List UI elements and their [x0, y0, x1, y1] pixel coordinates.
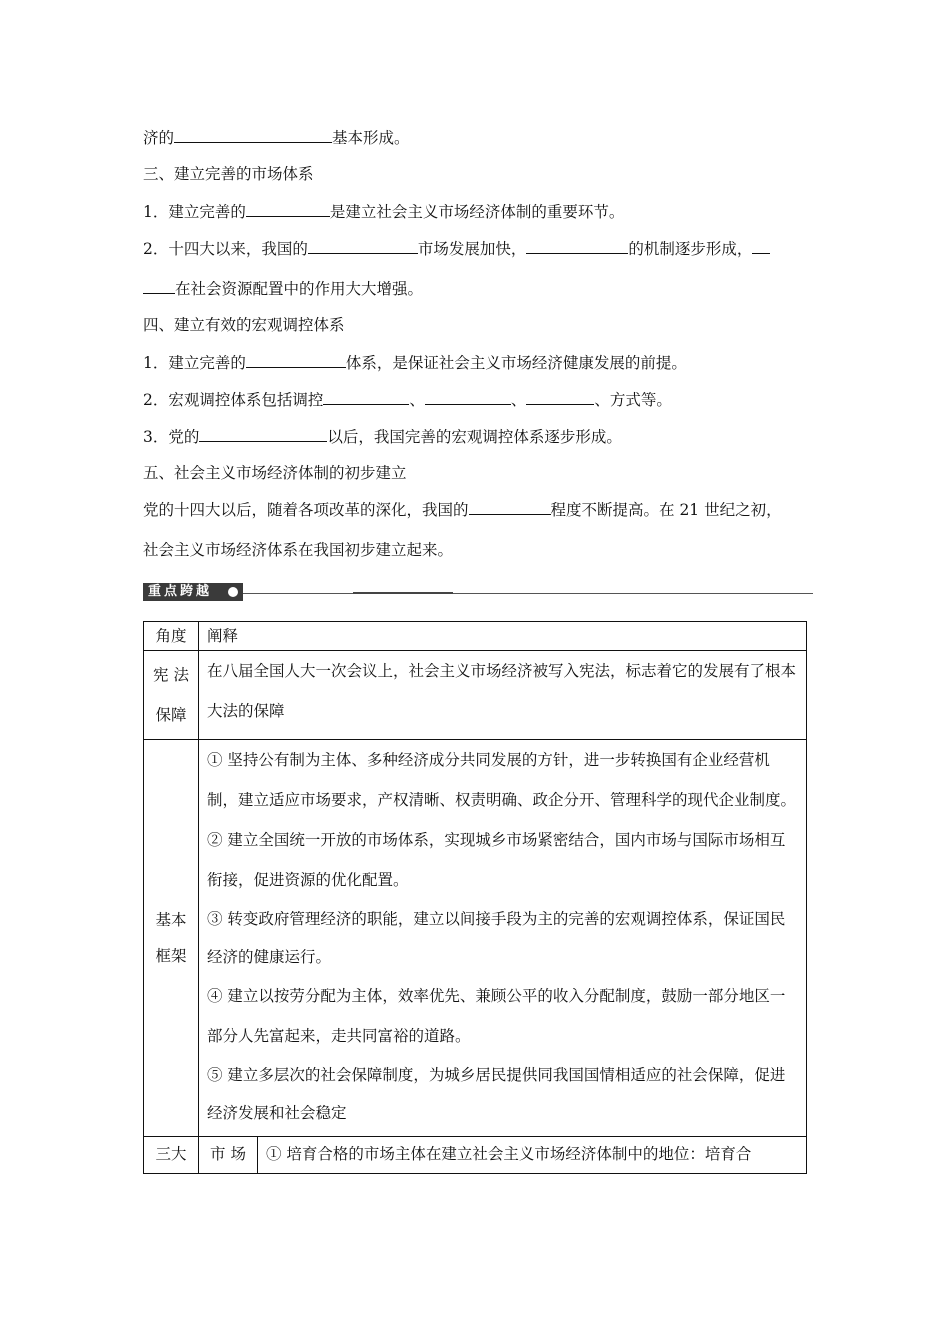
row-value: 在八届全国人大一次会议上，社会主义市场经济被写入宪法，标志着它的发展有了根本大法的保障: [199, 651, 807, 740]
summary-table: [143, 621, 807, 1174]
heading-4: 四、建立有效的宏观调控体系: [143, 316, 345, 334]
fill-blank[interactable]: [469, 499, 551, 515]
divider-accent: [353, 592, 453, 594]
text: 2．十四大以来，我国的: [143, 240, 308, 258]
text: 1．建立完善的: [143, 203, 246, 221]
list-item: ⑤ 建立多层次的社会保障制度，为城乡居民提供同我国国情相适应的社会保障，促进经济发展和社会稳定: [207, 1066, 786, 1122]
text: 党的十四大以后，随着各项改革的深化，我国的: [143, 501, 469, 519]
line-5-2: 社会主义市场经济体系在我国初步建立起来。: [143, 541, 454, 559]
row-key-line: 基本: [155, 911, 187, 929]
text: 济的: [143, 129, 175, 147]
table-header-row: [144, 622, 807, 651]
row-key-line: 保障: [155, 706, 187, 724]
table-row: [144, 651, 807, 740]
text: 、: [510, 391, 527, 409]
line-3-2: [143, 238, 770, 259]
text: 1．建立完善的: [143, 354, 246, 372]
heading-3: 三、建立完善的市场体系: [143, 165, 314, 183]
text: 是建立社会主义市场经济体制的重要环节。: [329, 203, 625, 221]
text: 基本形成。: [332, 129, 410, 147]
row-value: [199, 740, 807, 1137]
text: 2．宏观调控体系包括调控: [143, 391, 324, 409]
fill-blank[interactable]: [199, 426, 327, 442]
table-row: [144, 740, 807, 1137]
fill-blank[interactable]: [425, 389, 511, 405]
row-key: [144, 651, 199, 740]
header-explanation: 阐释: [199, 622, 807, 651]
line-5-1: [143, 499, 782, 520]
text: 、: [409, 391, 425, 409]
text: 在社会资源配置中的作用大大增强。: [175, 280, 424, 298]
row-key-line: 框架: [155, 947, 187, 965]
row-value: ① 培育合格的市场主体在建立社会主义市场经济体制中的地位：培育合: [258, 1137, 807, 1174]
section-header: [143, 583, 813, 603]
text: 的机制逐步形成，: [628, 240, 753, 258]
bullet-dot-icon: [228, 587, 238, 597]
fill-blank[interactable]: [323, 389, 409, 405]
line-3-1: [143, 201, 624, 222]
list-item: ② 建立全国统一开放的市场体系，实现城乡市场紧密结合，国内市场与国际市场相互衔接，促进资源的优化配置。: [207, 831, 786, 889]
text: 程度不断提高。在 21 世纪之初，: [550, 501, 782, 519]
text: 、方式等。: [594, 391, 672, 409]
row-key: [144, 740, 199, 1137]
fill-blank[interactable]: [526, 238, 628, 254]
text: 3．党的: [143, 428, 200, 446]
line-4-1: [143, 352, 687, 373]
header-angle: 角度: [144, 622, 199, 651]
text: 市场发展加快，: [417, 240, 527, 258]
text: 以后，我国完善的宏观调控体系逐步形成。: [327, 428, 622, 446]
line-1: [143, 127, 410, 148]
fill-blank[interactable]: [246, 352, 346, 368]
table-row: [144, 1137, 807, 1174]
line-3-2-cont: [143, 278, 423, 299]
line-4-2: [143, 389, 672, 410]
section-title: 重点跨越: [143, 583, 243, 601]
fill-blank[interactable]: [246, 201, 330, 217]
list-item: ③ 转变政府管理经济的职能，建立以间接手段为主的完善的宏观调控体系，保证国民经济的健康运行。: [207, 910, 786, 966]
text: 体系，是保证社会主义市场经济健康发展的前提。: [345, 354, 687, 372]
fill-blank[interactable]: [526, 389, 594, 405]
fill-blank[interactable]: [308, 238, 418, 254]
fill-blank[interactable]: [143, 278, 175, 294]
list-item: ④ 建立以按劳分配为主体，效率优先、兼顾公平的收入分配制度，鼓励一部分地区一部分人先富起来，走共同富裕的道路。: [207, 987, 786, 1045]
line-4-3: [143, 426, 622, 447]
heading-5: 五、社会主义市场经济体制的初步建立: [143, 464, 407, 482]
fill-blank[interactable]: [752, 238, 770, 254]
divider: [243, 593, 813, 594]
row-key-line: 宪 法: [153, 666, 189, 684]
fill-blank[interactable]: [174, 127, 332, 143]
list-item: ① 坚持公有制为主体、多种经济成分共同发展的方针，进一步转换国有企业经营机制，建立适应市场要求，产权清晰、权责明确、政企分开、管理科学的现代企业制度。: [207, 751, 797, 809]
row-key: 三大: [144, 1137, 199, 1174]
row-subkey: 市 场: [199, 1137, 258, 1174]
